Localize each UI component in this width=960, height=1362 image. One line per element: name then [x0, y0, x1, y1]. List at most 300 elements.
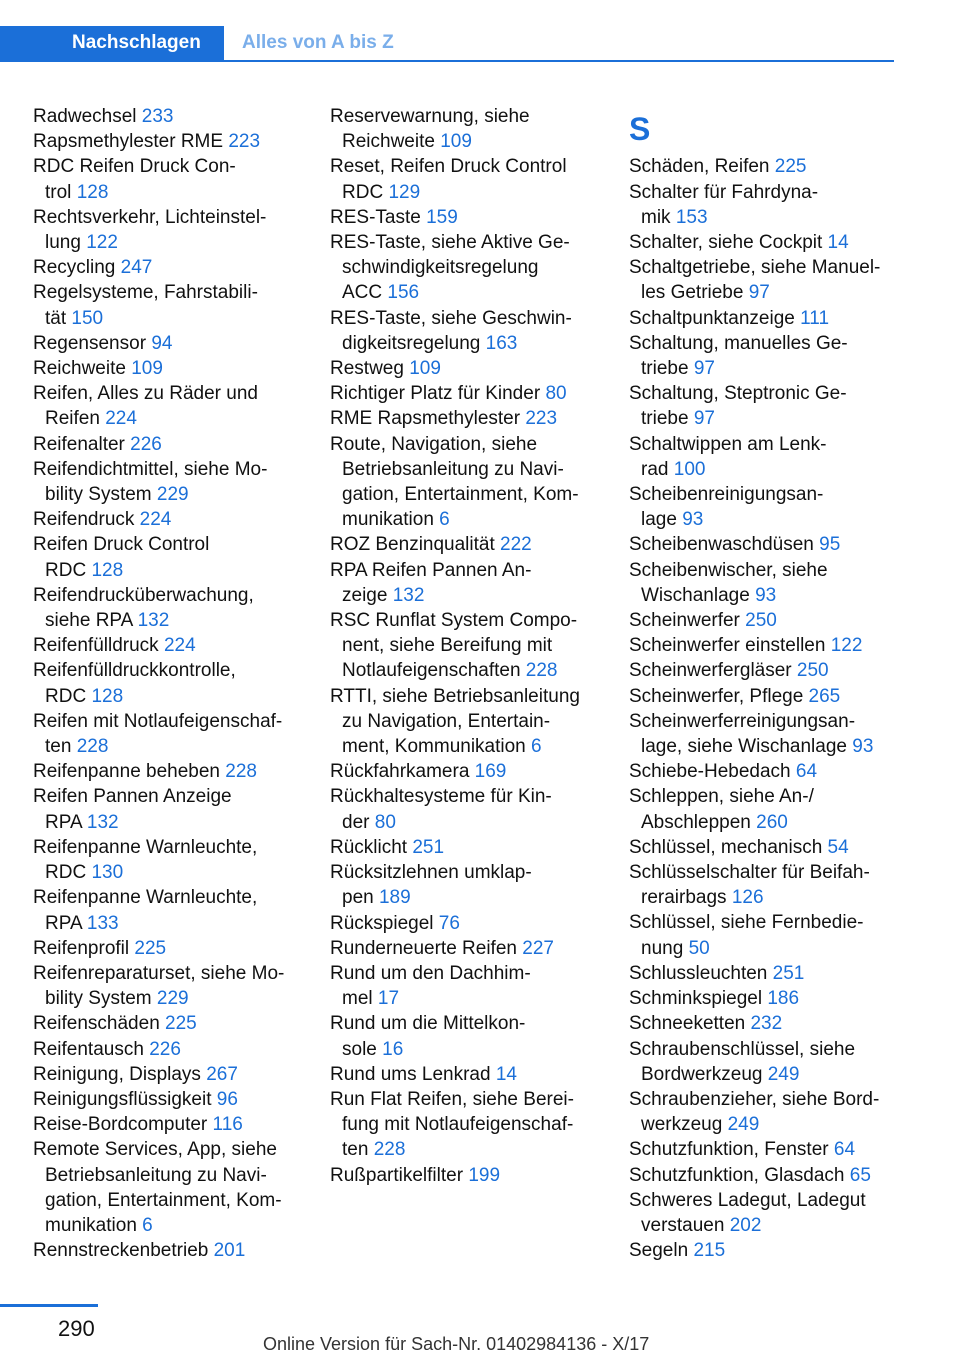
- page-reference-link[interactable]: 228: [76, 736, 109, 758]
- page-reference-link[interactable]: 224: [139, 509, 172, 531]
- page-reference-link[interactable]: 6: [439, 509, 450, 531]
- index-entry: [330, 759, 600, 784]
- index-entry-text: munikation: [45, 1214, 137, 1236]
- page-reference-link[interactable]: 189: [378, 887, 411, 909]
- page-reference-link[interactable]: 122: [86, 232, 118, 254]
- index-entry-text: bility System: [45, 484, 152, 506]
- index-entry-text: werkzeug: [641, 1114, 723, 1136]
- page-reference-link[interactable]: 109: [131, 358, 163, 380]
- page-reference-link[interactable]: 17: [377, 988, 400, 1010]
- index-entry-line: [629, 306, 909, 331]
- index-entry-text: Rennstreckenbetrieb: [33, 1240, 209, 1262]
- index-entry-line: [330, 911, 600, 936]
- section-letter: S: [629, 111, 651, 147]
- tab-nachschlagen-label: Nachschlagen: [72, 32, 201, 53]
- page-reference-link[interactable]: 97: [693, 408, 715, 430]
- index-entry-line: [629, 684, 909, 709]
- page-reference-link[interactable]: 14: [827, 232, 849, 253]
- index-entry-text: Reservewarnung, siehe: [330, 106, 530, 127]
- index-entry: [629, 759, 909, 784]
- index-entry-text: Remote Services, App, siehe: [33, 1139, 277, 1161]
- index-entry-line: [330, 406, 600, 431]
- index-entry: [330, 532, 600, 557]
- page-reference-link[interactable]: 250: [796, 660, 829, 682]
- page-reference-link[interactable]: 95: [819, 534, 841, 556]
- index-entry-line: [629, 784, 909, 809]
- index-entry: [33, 1037, 303, 1062]
- index-entry-text: gation, Entertainment, Kom-: [45, 1189, 282, 1211]
- page-reference-link[interactable]: 228: [373, 1139, 406, 1161]
- page-reference-link[interactable]: 93: [682, 509, 704, 531]
- index-entry-text: Schminkspiegel: [629, 988, 763, 1010]
- page-reference-link[interactable]: 224: [105, 408, 137, 430]
- index-entry-line: [629, 356, 909, 381]
- index-entry-text: Reichweite: [33, 358, 126, 380]
- index-entry-line: [330, 835, 600, 860]
- index-entry-line: [330, 104, 600, 129]
- index-entry-line: [629, 1188, 909, 1213]
- index-entry-text: ten: [342, 1139, 369, 1161]
- index-column-3: [629, 104, 909, 1263]
- index-entry: [330, 205, 600, 230]
- index-entry-line: [629, 507, 909, 532]
- index-entry-text: schwindigkeitsregelung: [342, 257, 539, 279]
- index-entry: [330, 356, 600, 381]
- index-entry-text: der: [342, 811, 370, 833]
- page-reference-link[interactable]: 199: [468, 1164, 501, 1186]
- index-entry-line: [629, 936, 909, 961]
- page-reference-link[interactable]: 225: [165, 1013, 197, 1035]
- index-entry: [330, 406, 600, 431]
- index-entry-text: Schraubenzieher, siehe Bord-: [629, 1088, 880, 1110]
- page-reference-link[interactable]: 251: [772, 962, 805, 984]
- index-entry: [629, 835, 909, 860]
- page-reference-link[interactable]: 267: [206, 1063, 238, 1085]
- index-entry-line: [330, 306, 600, 331]
- page-reference-link[interactable]: 226: [149, 1038, 181, 1060]
- index-entry: [33, 961, 303, 1011]
- index-entry-line: [33, 860, 303, 885]
- index-entry-text: gation, Entertainment, Kom-: [342, 484, 579, 506]
- index-entry-line: [330, 1087, 600, 1112]
- index-entry-line: [33, 911, 303, 936]
- index-entry-text: nent, siehe Bereifung mit: [342, 635, 553, 657]
- index-entry-text: fung mit Notlaufeigenschaf-: [342, 1114, 574, 1136]
- index-entry: [629, 432, 909, 482]
- index-entry-text: Reise-Bordcomputer: [33, 1114, 208, 1136]
- page-reference-link[interactable]: 128: [91, 685, 124, 707]
- index-entry-line: [33, 885, 303, 910]
- index-entry-line: [33, 180, 303, 205]
- index-entry-text: Reifen mit Notlaufeigenschaf-: [33, 710, 283, 732]
- page-reference-link[interactable]: 100: [673, 458, 706, 480]
- page-reference-link[interactable]: 232: [750, 1013, 783, 1035]
- index-entry: [330, 306, 600, 356]
- index-entry-line: [629, 1062, 909, 1087]
- page-reference-link[interactable]: 225: [134, 937, 167, 959]
- page-reference-link[interactable]: 6: [142, 1214, 153, 1236]
- index-entry-text: Schaltung, Steptronic Ge-: [629, 383, 847, 405]
- page-reference-link[interactable]: 130: [91, 862, 124, 884]
- index-entry: [33, 1137, 303, 1238]
- page-reference-link[interactable]: 250: [745, 610, 777, 632]
- index-entry-text: Schäden, Reifen: [629, 156, 770, 178]
- index-entry-line: [629, 986, 909, 1011]
- index-entry-line: [33, 482, 303, 507]
- index-entry: [33, 784, 303, 834]
- index-entry-text: Betriebsanleitung zu Navi-: [45, 1164, 267, 1186]
- page-reference-link[interactable]: 129: [388, 181, 421, 203]
- index-entry-text: bility System: [45, 988, 152, 1010]
- index-entry-line: [629, 457, 909, 482]
- page-reference-link[interactable]: 76: [438, 912, 460, 934]
- index-entry: [330, 104, 600, 154]
- page-reference-link[interactable]: 201: [213, 1240, 246, 1262]
- page-reference-link[interactable]: 251: [412, 836, 445, 858]
- index-entry-line: [629, 860, 909, 885]
- index-entry-text: sole: [342, 1038, 377, 1060]
- page-reference-link[interactable]: 6: [531, 736, 542, 758]
- index-entry-line: [33, 104, 303, 129]
- page-reference-link[interactable]: 132: [86, 811, 119, 833]
- index-entry-text: rerairbags: [641, 887, 727, 909]
- page-reference-link[interactable]: 93: [852, 736, 874, 758]
- index-entry: [33, 532, 303, 582]
- index-entry: [330, 432, 600, 533]
- index-entry-text: Schraubenschlüssel, siehe: [629, 1038, 856, 1060]
- index-entry: [330, 154, 600, 204]
- page-reference-link[interactable]: 227: [522, 937, 554, 959]
- index-entry-text: RDC: [45, 862, 87, 884]
- index-entry-text: Schutzfunktion, Glasdach: [629, 1164, 845, 1186]
- index-entry-line: [33, 1011, 303, 1036]
- index-entry-line: [33, 306, 303, 331]
- index-entry-line: [629, 1238, 909, 1263]
- index-entry-line: [629, 608, 909, 633]
- index-entry-text: triebe: [641, 358, 689, 380]
- index-entry-line: [33, 1213, 303, 1238]
- index-entry-line: [33, 1137, 303, 1162]
- index-entry: [629, 558, 909, 608]
- index-entry-line: [629, 230, 909, 255]
- index-entry-line: [33, 936, 303, 961]
- index-entry-line: [330, 633, 600, 658]
- page-reference-link[interactable]: 150: [71, 307, 104, 329]
- index-entry-text: RDC: [342, 181, 384, 203]
- index-entry-text: Reifenfülldruck: [33, 635, 159, 657]
- index-entry: [330, 911, 600, 936]
- index-entry-line: [330, 1037, 600, 1062]
- index-entry-text: triebe: [641, 408, 689, 430]
- page-reference-link[interactable]: 54: [827, 836, 849, 858]
- index-entry: [33, 432, 303, 457]
- index-entry-line: [330, 961, 600, 986]
- index-entry-line: [33, 1163, 303, 1188]
- index-entry-text: Reifenschäden: [33, 1013, 160, 1035]
- index-entry: [33, 658, 303, 708]
- page-reference-link[interactable]: 249: [767, 1063, 800, 1085]
- index-entry: [33, 331, 303, 356]
- page-reference-link[interactable]: 94: [151, 332, 173, 354]
- page-reference-link[interactable]: 169: [474, 761, 507, 783]
- page-reference-link[interactable]: 14: [495, 1063, 517, 1085]
- index-entry-text: Schlussleuchten: [629, 962, 768, 984]
- tab-alles-von-a-bis-z[interactable]: [224, 26, 894, 62]
- index-entry-text: Reifenpanne Warnleuchte,: [33, 836, 258, 858]
- index-entry: [629, 1238, 909, 1263]
- page-reference-link[interactable]: 109: [440, 131, 472, 153]
- index-entry-text: RES-Taste, siehe Geschwin-: [330, 307, 572, 329]
- index-entry-text: Reifenprofil: [33, 937, 130, 959]
- tab-alles-von-a-bis-z-label: Alles von A bis Z: [242, 32, 394, 53]
- index-entry-line: [330, 1062, 600, 1087]
- index-entry-text: RPA Reifen Pannen An-: [330, 559, 532, 581]
- index-entry-text: Schiebe-Hebedach: [629, 761, 791, 783]
- index-entry-text: Rückspiegel: [330, 912, 434, 934]
- index-entry-line: [629, 154, 909, 179]
- index-entry-text: Schalter, siehe Cockpit: [629, 232, 823, 253]
- page-reference-link[interactable]: 109: [409, 358, 441, 380]
- index-entry-line: [330, 936, 600, 961]
- index-entry-line: [33, 255, 303, 280]
- index-entry-text: Reifenpanne beheben: [33, 761, 221, 783]
- page-reference-link[interactable]: 80: [374, 811, 396, 833]
- index-entry: [330, 558, 600, 608]
- index-entry-line: [629, 658, 909, 683]
- page-reference-link[interactable]: 233: [141, 106, 174, 127]
- page-reference-link[interactable]: 65: [849, 1164, 871, 1186]
- index-entry-line: [33, 1062, 303, 1087]
- index-entry-line: [33, 961, 303, 986]
- page-reference-link[interactable]: 64: [795, 761, 818, 783]
- index-entry-text: Rapsmethylester RME: [33, 131, 224, 153]
- index-entry: [629, 986, 909, 1011]
- page-number: 290: [58, 1316, 95, 1341]
- page-reference-link[interactable]: 202: [729, 1214, 762, 1236]
- index-entry-line: [330, 684, 600, 709]
- index-entry-line: [330, 356, 600, 381]
- index-entry-text: RPA: [45, 912, 82, 934]
- index-entry-text: Rücklicht: [330, 836, 408, 858]
- page-reference-link[interactable]: 133: [86, 912, 119, 934]
- page-reference-link[interactable]: 222: [500, 534, 532, 556]
- index-entry-text: pen: [342, 887, 374, 909]
- index-entry-text: Scheinwerfer einstellen: [629, 635, 826, 657]
- page-reference-link[interactable]: 229: [156, 484, 189, 506]
- page-reference-link[interactable]: 128: [91, 559, 124, 581]
- index-column-2: [330, 104, 600, 1188]
- footer-note: Online Version für Sach-Nr. 01402984136 - X/17: [263, 1334, 650, 1354]
- index-entry-text: Runderneuerte Reifen: [330, 937, 517, 959]
- index-entry-text: lung: [45, 232, 81, 254]
- index-entry-line: [629, 633, 909, 658]
- page-reference-link[interactable]: 153: [675, 206, 708, 228]
- page-reference-link[interactable]: 116: [212, 1114, 243, 1136]
- index-entry-line: [330, 180, 600, 205]
- page-reference-link[interactable]: 247: [120, 257, 153, 279]
- page-reference-link[interactable]: 223: [228, 131, 261, 153]
- index-entry-line: [330, 1011, 600, 1036]
- index-entry: [33, 835, 303, 885]
- index-entry-line: [629, 885, 909, 910]
- index-entry: [629, 306, 909, 331]
- index-entry: [629, 381, 909, 431]
- page-reference-link[interactable]: 111: [800, 307, 830, 329]
- page-reference-link[interactable]: 132: [392, 584, 425, 606]
- index-entry-line: [629, 835, 909, 860]
- page-reference-link[interactable]: 50: [688, 937, 710, 959]
- index-entry-line: [330, 1112, 600, 1137]
- index-entry-line: [330, 885, 600, 910]
- index-entry-text: Schweres Ladegut, Ladegut: [629, 1189, 866, 1211]
- index-entry-text: Schutzfunktion, Fenster: [629, 1139, 829, 1161]
- index-entry-text: Regensensor: [33, 332, 147, 354]
- index-entry-line: [330, 558, 600, 583]
- tab-nachschlagen[interactable]: [0, 26, 224, 62]
- index-entry-line: [629, 910, 909, 935]
- index-entry-text: Schneeketten: [629, 1013, 746, 1035]
- index-entry-text: Wischanlage: [641, 584, 750, 606]
- index-entry-text: Segeln: [629, 1240, 689, 1262]
- index-entry-line: [33, 532, 303, 557]
- index-entry-text: ten: [45, 736, 72, 758]
- index-entry-line: [33, 331, 303, 356]
- index-entry-line: [33, 734, 303, 759]
- index-entry-text: Reifendrucküberwachung,: [33, 584, 254, 606]
- page-header: [0, 0, 960, 62]
- index-entry-text: Reifen Druck Control: [33, 534, 210, 556]
- page-reference-link[interactable]: 228: [225, 761, 257, 783]
- page-reference-link[interactable]: 156: [387, 282, 420, 304]
- index-entry-text: munikation: [342, 509, 434, 531]
- index-entry: [330, 1163, 600, 1188]
- index-entry: [330, 860, 600, 910]
- index-entry-text: les Getriebe: [641, 282, 744, 304]
- index-entry-line: [33, 583, 303, 608]
- index-entry-text: Reifenreparaturset, siehe Mo-: [33, 962, 285, 984]
- page-reference-link[interactable]: 265: [808, 685, 841, 707]
- index-entry-line: [330, 734, 600, 759]
- index-entry-text: verstauen: [641, 1214, 725, 1236]
- index-entry: [629, 961, 909, 986]
- page-reference-link[interactable]: 97: [748, 282, 770, 304]
- index-entry: [33, 154, 303, 204]
- page-reference-link[interactable]: 249: [727, 1114, 760, 1136]
- page-reference-link[interactable]: 159: [426, 206, 458, 228]
- page-reference-link[interactable]: 97: [693, 358, 715, 380]
- index-entry: [629, 1087, 909, 1137]
- index-entry: [33, 936, 303, 961]
- page-reference-link[interactable]: 223: [525, 408, 558, 430]
- index-entry: [33, 507, 303, 532]
- index-entry-line: [330, 432, 600, 457]
- index-entry: [629, 1037, 909, 1087]
- page-reference-link[interactable]: 163: [485, 332, 518, 354]
- index-entry-text: Scheinwerfer: [629, 610, 740, 632]
- index-entry-line: [33, 1112, 303, 1137]
- index-entry-text: Reifen: [45, 408, 100, 430]
- index-entry-text: RME Rapsmethylester: [330, 408, 521, 430]
- page-reference-link[interactable]: 126: [731, 887, 764, 909]
- index-entry: [629, 331, 909, 381]
- index-entry-text: Richtiger Platz für Kinder: [330, 383, 541, 405]
- index-entry-text: mik: [641, 206, 671, 228]
- index-entry: [330, 230, 600, 306]
- page-reference-link[interactable]: 229: [156, 988, 189, 1010]
- index-entry-line: [33, 759, 303, 784]
- page-reference-link[interactable]: 224: [163, 635, 196, 657]
- index-entry: [330, 684, 600, 760]
- page-reference-link[interactable]: 122: [830, 635, 863, 657]
- page-reference-link[interactable]: 215: [693, 1240, 726, 1262]
- index-entry-line: [33, 658, 303, 683]
- index-entry-text: Recycling: [33, 257, 116, 279]
- index-entry: [330, 1011, 600, 1061]
- index-entry-text: ROZ Benzinqualität: [330, 534, 495, 556]
- page-reference-link[interactable]: 132: [137, 610, 170, 632]
- page-reference-link[interactable]: 16: [382, 1038, 404, 1060]
- index-entry: [330, 1062, 600, 1087]
- index-entry: [33, 280, 303, 330]
- index-entry-text: Reset, Reifen Druck Control: [330, 156, 567, 178]
- page-reference-link[interactable]: 64: [833, 1139, 856, 1161]
- index-entry: [629, 482, 909, 532]
- index-entry-line: [33, 205, 303, 230]
- index-entry-line: [629, 280, 909, 305]
- index-entry-text: lage: [641, 509, 677, 531]
- page-reference-link[interactable]: 260: [756, 811, 788, 833]
- page-reference-link[interactable]: 228: [525, 660, 558, 682]
- index-entry: [330, 835, 600, 860]
- index-entry-line: [629, 406, 909, 431]
- page-reference-link[interactable]: 128: [76, 181, 109, 203]
- index-entry-text: Schaltung, manuelles Ge-: [629, 332, 848, 354]
- index-entry: [33, 205, 303, 255]
- page-reference-link[interactable]: 225: [774, 156, 807, 178]
- index-entry-line: [33, 558, 303, 583]
- index-entry: [629, 1163, 909, 1188]
- index-entry-text: Schaltpunktanzeige: [629, 307, 795, 329]
- index-entry-line: [33, 608, 303, 633]
- index-entry: [33, 709, 303, 759]
- index-entry-text: Reifenfülldruckkontrolle,: [33, 660, 236, 682]
- index-entry-text: Schlüssel, mechanisch: [629, 836, 823, 858]
- index-entry-text: mel: [342, 988, 373, 1010]
- page-reference-link[interactable]: 226: [130, 433, 162, 455]
- index-entry: [629, 1188, 909, 1238]
- index-entry-line: [330, 280, 600, 305]
- index-entry: [33, 1238, 303, 1263]
- index-entry-line: [33, 280, 303, 305]
- index-entry-line: [33, 709, 303, 734]
- index-entry-line: [330, 331, 600, 356]
- page-reference-link[interactable]: 80: [545, 383, 567, 405]
- page-reference-link[interactable]: 93: [755, 584, 777, 606]
- page-reference-link[interactable]: 186: [767, 988, 800, 1010]
- page-reference-link[interactable]: 96: [216, 1088, 238, 1110]
- index-entry-line: [330, 986, 600, 1011]
- index-entry-text: lage, siehe Wischanlage: [641, 736, 847, 758]
- index-entry-text: Reichweite: [342, 131, 435, 153]
- index-entry-line: [330, 381, 600, 406]
- index-entry-line: [330, 154, 600, 179]
- index-entry-text: RSC Runflat System Compo-: [330, 610, 578, 632]
- index-entry-text: Betriebsanleitung zu Navi-: [342, 458, 564, 480]
- index-entry-line: [629, 1037, 909, 1062]
- index-entry-text: Reifenpanne Warnleuchte,: [33, 887, 258, 909]
- index-entry-text: Schlüssel, siehe Fernbedie-: [629, 912, 864, 934]
- index-entry-line: [629, 558, 909, 583]
